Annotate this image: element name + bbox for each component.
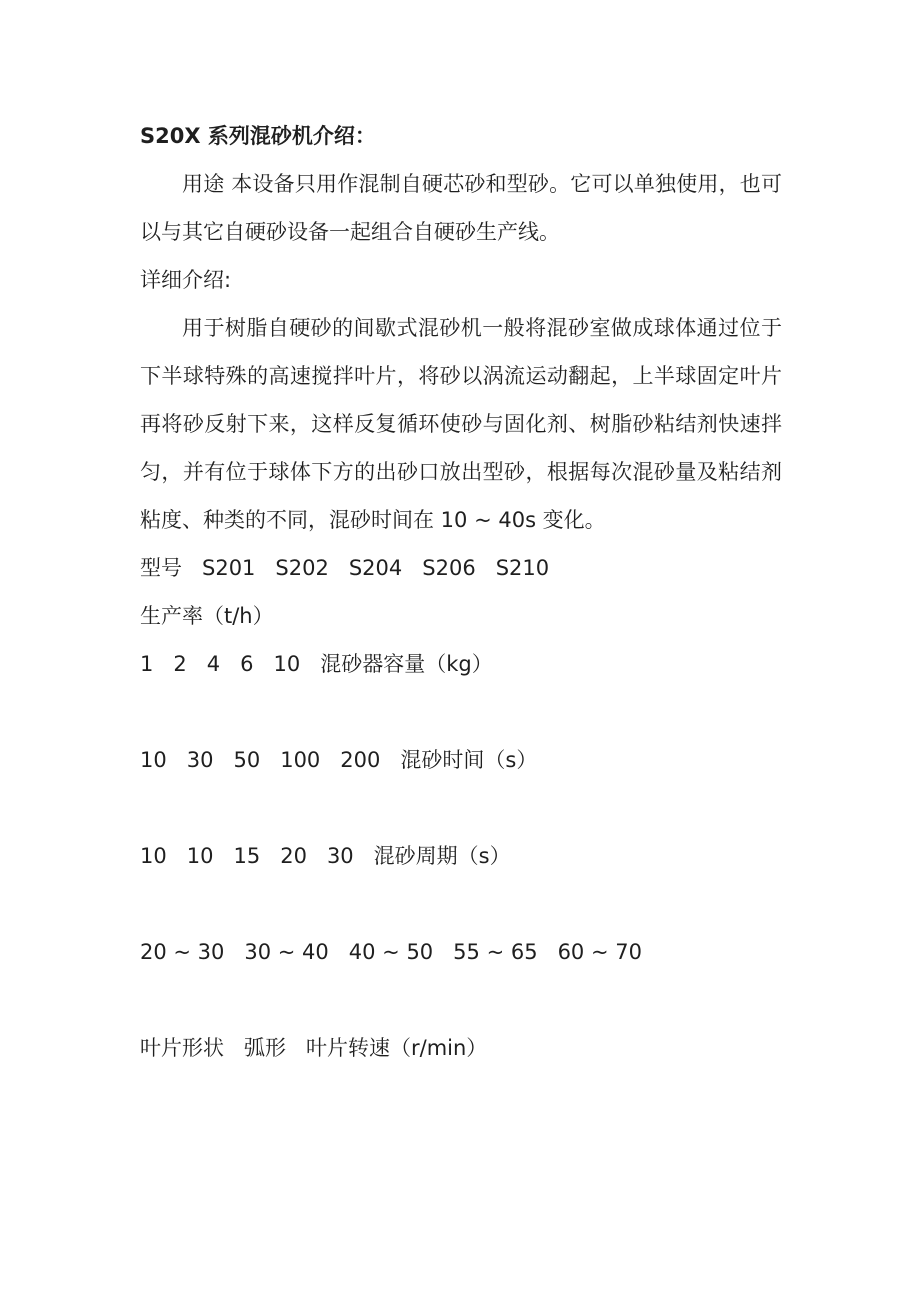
document-title: S20X 系列混砂机介绍： <box>140 124 376 148</box>
spec-cell: 60 ~ 70 <box>557 940 642 964</box>
spacer <box>140 880 782 928</box>
spec-cell: 10 <box>140 748 167 772</box>
detail-paragraph: 用于树脂自硬砂的间歇式混砂机一般将混砂室做成球体通过位于下半球特殊的高速搅拌叶片，将砂以涡流运动翻起，上半球固定叶片再将砂反射下来，这样反复循环使砂与固化剂、树脂砂粘结剂快速拌匀，并有位于球体下方的出砂口放出型砂，根据每次混砂量及粘结剂粘度、种类的不同，混砂时间在 10 ~ 40s 变化。 <box>140 316 782 532</box>
spec-cell: 20 ~ 30 <box>140 940 225 964</box>
spec-cell: S204 <box>348 556 403 580</box>
spec-cell: 30 ~ 40 <box>244 940 329 964</box>
spec-cell: 4 <box>206 652 221 676</box>
spec-cell: S202 <box>275 556 329 580</box>
spec-cell: 弧形 <box>244 1036 286 1060</box>
spec-cell: 6 <box>240 652 254 676</box>
spec-cell: 50 <box>233 748 261 772</box>
spec-cell: 混砂器容量（kg） <box>320 652 493 676</box>
spec-cell: 混砂周期（s） <box>373 844 511 868</box>
spec-row-capacity <box>140 736 782 784</box>
document-content <box>140 112 782 1072</box>
spec-cell: S206 <box>422 556 476 580</box>
spec-cell: 1 <box>140 652 154 676</box>
detail-heading: 详细介绍: <box>140 268 232 292</box>
spec-cell: 叶片转速（r/min） <box>306 1036 488 1060</box>
spec-cell: 15 <box>233 844 261 868</box>
spec-cell: 10 <box>273 652 301 676</box>
spec-cell: 200 <box>340 748 381 772</box>
spacer <box>140 688 782 736</box>
spec-cell: 2 <box>173 652 187 676</box>
spec-cell: 型号 <box>140 556 182 580</box>
spec-cell: 55 ~ 65 <box>453 940 538 964</box>
spec-cell: 10 <box>140 844 167 868</box>
spec-cell: 混砂时间（s） <box>400 748 538 772</box>
spec-cell: S201 <box>202 556 256 580</box>
spec-cell: S210 <box>495 556 550 580</box>
spec-cell: 叶片形状 <box>140 1036 224 1060</box>
spec-row-model <box>140 544 782 592</box>
spec-cell: 40 ~ 50 <box>348 940 434 964</box>
spacer <box>140 784 782 832</box>
spacer <box>140 976 782 1024</box>
spec-cell: 30 <box>186 748 214 772</box>
spec-cell: 20 <box>280 844 307 868</box>
spec-cell: 10 <box>186 844 214 868</box>
spec-row-cycle <box>140 928 782 976</box>
spec-row-blade <box>140 1024 782 1072</box>
spec-row-time <box>140 832 782 880</box>
spec-row-rate <box>140 640 782 688</box>
spec-cell: 30 <box>326 844 354 868</box>
usage-paragraph: 用途 本设备只用作混制自硬芯砂和型砂。它可以单独使用，也可以与其它自硬砂设备一起组合自硬砂生产线。 <box>140 172 782 244</box>
spec-row-rate-label: 生产率（t/h） <box>140 604 274 628</box>
spec-cell: 100 <box>280 748 321 772</box>
